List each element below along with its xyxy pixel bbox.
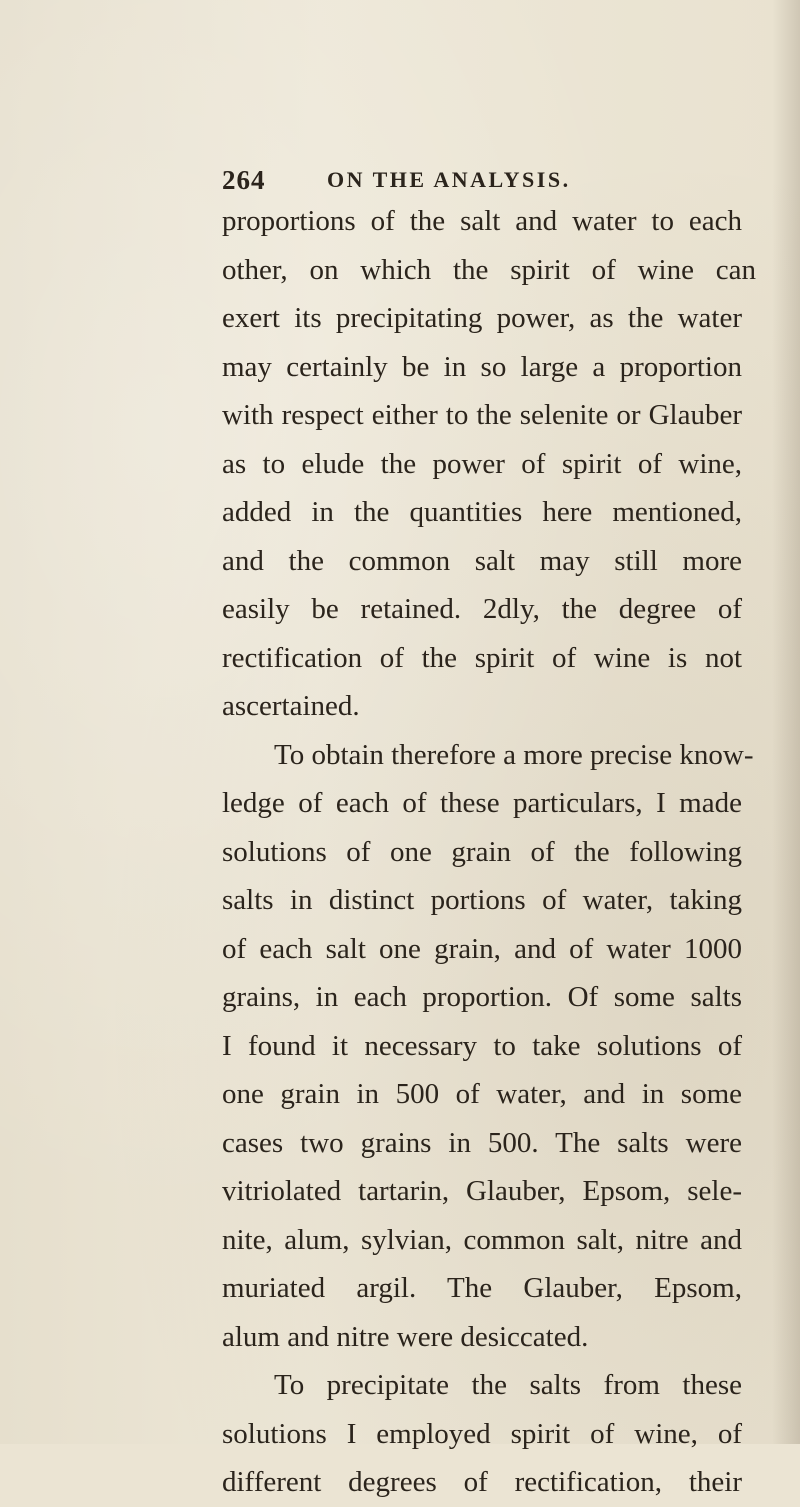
running-title: ON THE ANALYSIS. <box>327 167 571 192</box>
body-text <box>222 197 756 1507</box>
page-number: 264 <box>222 165 266 195</box>
text-line: nite, alum, sylvian, common salt, nitre and <box>222 1223 742 1256</box>
text-line: vitriolated tartarin, Glauber, Epsom, sele- <box>222 1175 742 1207</box>
text-line: as to elude the power of spirit of wine, <box>222 447 742 480</box>
text-line: proportions of the salt and water to each <box>222 205 742 237</box>
text-line: solutions I employed spirit of wine, of <box>222 1417 742 1450</box>
page-edge-shadow <box>772 0 800 1444</box>
text-line: other, on which the spirit of wine can <box>222 253 756 286</box>
text-line: muriated argil. The Glauber, Epsom, <box>222 1272 742 1304</box>
text-line: added in the quantities here mentioned, <box>222 496 742 528</box>
paragraph-end-line: alum and nitre were desiccated. <box>222 1320 589 1353</box>
text-line: and the common salt may still more <box>222 544 742 577</box>
text-line: different degrees of rectification, their <box>222 1466 742 1498</box>
text-line: solutions of one grain of the following <box>222 835 742 868</box>
paragraph-start-line: To precipitate the salts from these <box>274 1369 742 1401</box>
text-line: of each salt one grain, and of water 1000 <box>222 932 742 965</box>
text-line: easily be retained. 2dly, the degree of <box>222 593 742 625</box>
text-line: with respect either to the selenite or Glauber <box>222 399 742 431</box>
paragraph-end-line: ascertained. <box>222 690 360 722</box>
text-line: exert its precipitating power, as the water <box>222 302 742 334</box>
text-line: grains, in each proportion. Of some salts <box>222 981 742 1013</box>
text-line: ledge of each of these particulars, I made <box>222 787 742 819</box>
text-line: one grain in 500 of water, and in some <box>222 1078 742 1110</box>
text-line: salts in distinct portions of water, taking <box>222 884 742 916</box>
text-line: cases two grains in 500. The salts were <box>222 1126 742 1159</box>
text-line: may certainly be in so large a proportion <box>222 350 742 383</box>
text-line: I found it necessary to take solutions of <box>222 1029 742 1062</box>
text-line: rectification of the spirit of wine is not <box>222 641 742 674</box>
paragraph-start-line: To obtain therefore a more precise know- <box>274 738 754 771</box>
